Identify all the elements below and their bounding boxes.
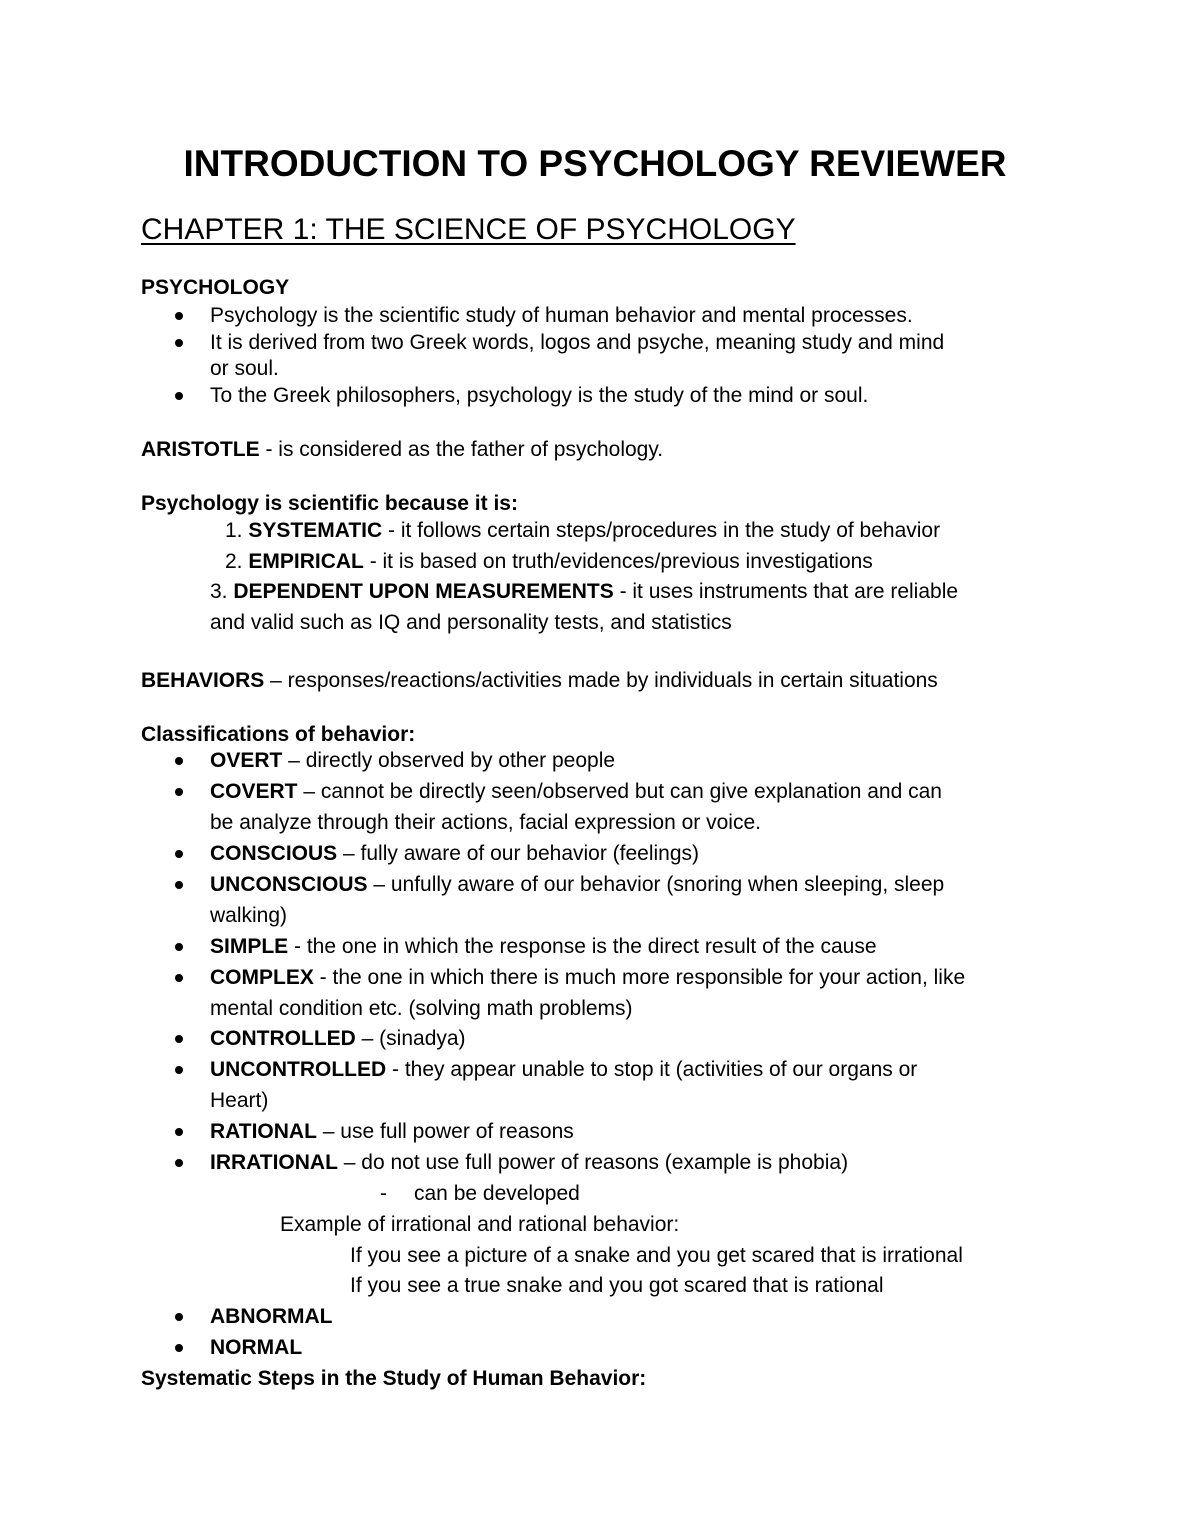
example-heading: Example of irrational and rational behavior:	[280, 1213, 680, 1236]
bullet-icon	[175, 1066, 183, 1074]
section-heading-scientific: Psychology is scientific because it is:	[141, 492, 518, 515]
bullet-icon	[175, 1159, 183, 1167]
list-item: UNCONTROLLED - they appear unable to stop it (activities of our organs or	[210, 1058, 918, 1081]
bullet-icon	[175, 1128, 183, 1136]
dash-marker: -	[380, 1182, 387, 1205]
bullet-icon	[175, 974, 183, 982]
example-line: If you see a picture of a snake and you get scared that is irrational	[350, 1244, 963, 1267]
list-item: UNCONSCIOUS – unfully aware of our behavior (snoring when sleeping, sleep	[210, 873, 945, 896]
bullet-icon	[175, 850, 183, 858]
list-item: SIMPLE - the one in which the response is the direct result of the cause	[210, 935, 877, 958]
bullet-icon	[175, 312, 183, 320]
list-item-continuation: mental condition etc. (solving math problems)	[210, 997, 633, 1020]
numbered-item: 3. DEPENDENT UPON MEASUREMENTS - it uses instruments that are reliable	[210, 580, 959, 603]
list-item: NORMAL	[210, 1336, 303, 1359]
numbered-item: 2. EMPIRICAL - it is based on truth/evidences/previous investigations	[225, 550, 873, 573]
bullet-icon	[175, 881, 183, 889]
bullet-icon	[175, 339, 183, 347]
definition-aristotle: ARISTOTLE - is considered as the father of psychology.	[141, 438, 664, 461]
section-heading-classifications: Classifications of behavior:	[141, 723, 416, 746]
chapter-heading: CHAPTER 1: THE SCIENCE OF PSYCHOLOGY	[141, 213, 796, 246]
list-item: OVERT – directly observed by other people	[210, 749, 616, 772]
list-item: COVERT – cannot be directly seen/observed but can give explanation and can	[210, 780, 942, 803]
definition-behaviors: BEHAVIORS – responses/reactions/activities made by individuals in certain situations	[141, 669, 938, 692]
example-line: If you see a true snake and you got scared that is rational	[350, 1274, 884, 1297]
section-heading-systematic-steps: Systematic Steps in the Study of Human Behavior:	[141, 1367, 647, 1390]
list-item: Psychology is the scientific study of human behavior and mental processes.	[210, 304, 913, 327]
bullet-icon	[175, 943, 183, 951]
numbered-item: 1. SYSTEMATIC - it follows certain steps/procedures in the study of behavior	[225, 519, 941, 542]
sub-item: can be developed	[414, 1182, 580, 1205]
bullet-icon	[175, 392, 183, 400]
bullet-icon	[175, 757, 183, 765]
numbered-item-continuation: and valid such as IQ and personality tests, and statistics	[210, 611, 732, 634]
list-item-continuation: walking)	[210, 904, 288, 927]
list-item: RATIONAL – use full power of reasons	[210, 1120, 574, 1143]
section-heading-psychology: PSYCHOLOGY	[141, 276, 290, 299]
bullet-icon	[175, 788, 183, 796]
list-item: It is derived from two Greek words, logos and psyche, meaning study and mind	[210, 331, 945, 354]
bullet-icon	[175, 1313, 183, 1321]
list-item-continuation: or soul.	[210, 357, 279, 380]
bullet-icon	[175, 1035, 183, 1043]
list-item-continuation: be analyze through their actions, facial expression or voice.	[210, 811, 761, 834]
list-item: CONTROLLED – (sinadya)	[210, 1027, 466, 1050]
list-item: IRRATIONAL – do not use full power of reasons (example is phobia)	[210, 1151, 849, 1174]
list-item: ABNORMAL	[210, 1305, 333, 1328]
document-title: INTRODUCTION TO PSYCHOLOGY REVIEWER	[183, 143, 1007, 184]
list-item: CONSCIOUS – fully aware of our behavior (feelings)	[210, 842, 700, 865]
list-item: To the Greek philosophers, psychology is the study of the mind or soul.	[210, 384, 869, 407]
list-item-continuation: Heart)	[210, 1089, 269, 1112]
list-item: COMPLEX - the one in which there is much more responsible for your action, like	[210, 966, 966, 989]
bullet-icon	[175, 1344, 183, 1352]
